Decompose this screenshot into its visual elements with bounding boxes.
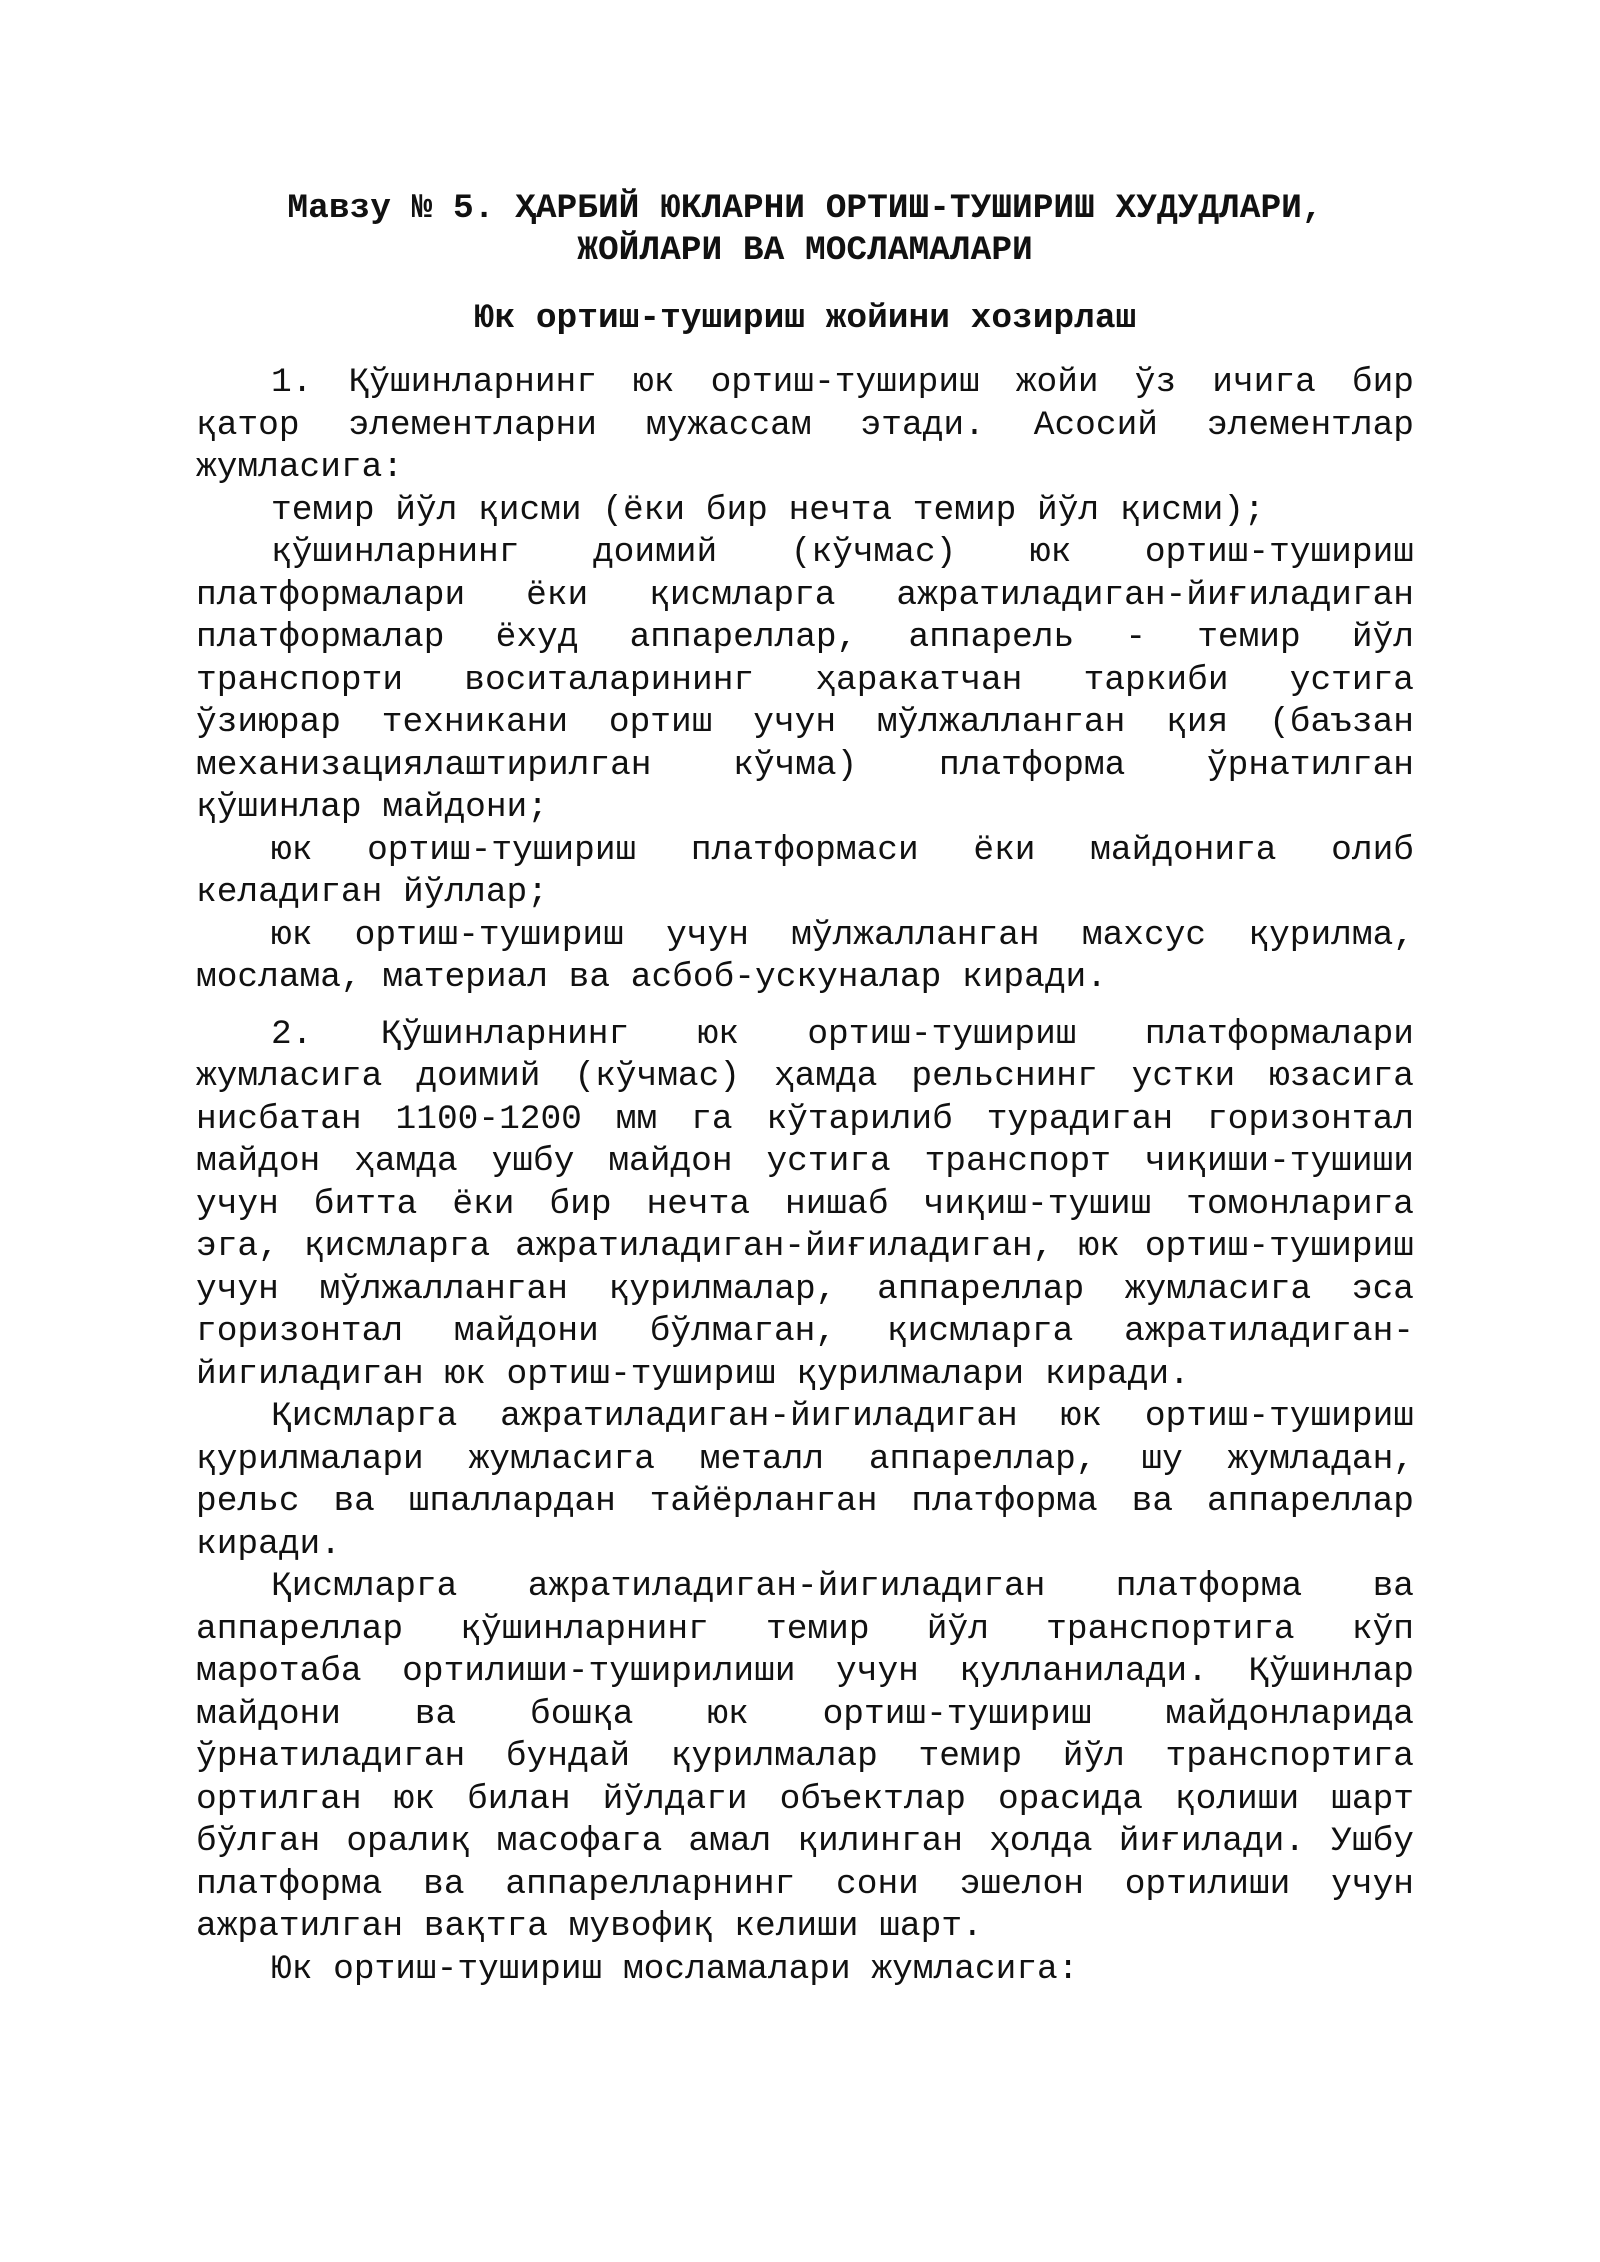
paragraph-3: қўшинларнинг доимий (кўчмас) юк ортиш-тушириш платформалари ёки қисмларга ажратиладиган-йиғиладиган платформалар ёхуд аппареллар, аппарель - темир йўл транспорти воситаларининг ҳаракатчан таркиби устига ўзиюрар техникани ортиш учун мўлжалланган қия (баъзан механизациялаштирилган кўчма) платформа ўрнатилган қўшинлар майдони; [196, 533, 1414, 827]
body-text [196, 362, 1414, 1991]
title-line-2: ЖОЙЛАРИ ВА МОСЛАМАЛАРИ [577, 231, 1033, 270]
paragraph-9: Юк ортиш-тушириш мосламалари жумласига: [271, 1949, 1079, 1989]
paragraph-1: 1. Қўшинларнинг юк ортиш-тушириш жойи ўз ичига бир қатор элементларни мужассам этади. Асосий элементлар жумласига: [196, 363, 1414, 487]
document-title [196, 188, 1414, 272]
document-content [196, 188, 1414, 1991]
paragraph-7: Қисмларга ажратиладиган-йигиладиган юк ортиш-тушириш қурилмалари жумласига металл аппареллар, шу жумладан, рельс ва шпаллардан тайёрланган платформа ва аппареллар киради. [196, 1397, 1414, 1564]
paragraph-2: темир йўл қисми (ёки бир нечта темир йўл қисми); [271, 490, 1265, 530]
paragraph-8: Қисмларга ажратиладиган-йигиладиган платформа ва аппареллар қўшинларнинг темир йўл транспортига кўп маротаба ортилиши-туширилиши учун қулланилади. Қўшинлар майдони ва бошқа юк ортиш-тушириш майдонларида ўрнатиладиган бундай қурилмалар темир йўл транспортига ортилган юк билан йўлдаги объектлар орасида қолиши шарт бўлган оралиқ масофага амал қилинган ҳолда йиғилади. Ушбу платформа ва аппарелларнинг сони эшелон ортилиши учун ажратилган вақтга мувофиқ келиши шарт. [196, 1567, 1414, 1946]
paragraph-6: 2. Қўшинларнинг юк ортиш-тушириш платформалари жумласига доимий (кўчмас) ҳамда рельснинг устки юзасига нисбатан 1100-1200 мм га кўтарилиб турадиган горизонтал майдон ҳамда ушбу майдон устига транспорт чиқиши-тушиши учун битта ёки бир нечта нишаб чиқиш-тушиш томонларига эга, қисмларга ажратиладиган-йиғиладиган, юк ортиш-тушириш учун мўлжалланган қурилмалар, аппареллар жумласига эса горизонтал майдони бўлмаган, қисмларга ажратиладиган-йигиладиган юк ортиш-тушириш қурилмалари киради. [196, 1014, 1414, 1394]
paragraph-5: юк ортиш-тушириш учун мўлжалланган махсус қурилма, мослама, материал ва асбоб-ускуналар киради. [196, 915, 1414, 997]
section-subtitle: Юк ортиш-тушириш жойини хозирлаш [473, 299, 1137, 338]
paragraph-4: юк ортиш-тушириш платформаси ёки майдонига олиб келадиган йўллар; [196, 830, 1414, 912]
title-line-1: Мавзу № 5. ҲАРБИЙ ЮКЛАРНИ ОРТИШ-ТУШИРИШ ХУДУДЛАРИ, [287, 189, 1323, 228]
